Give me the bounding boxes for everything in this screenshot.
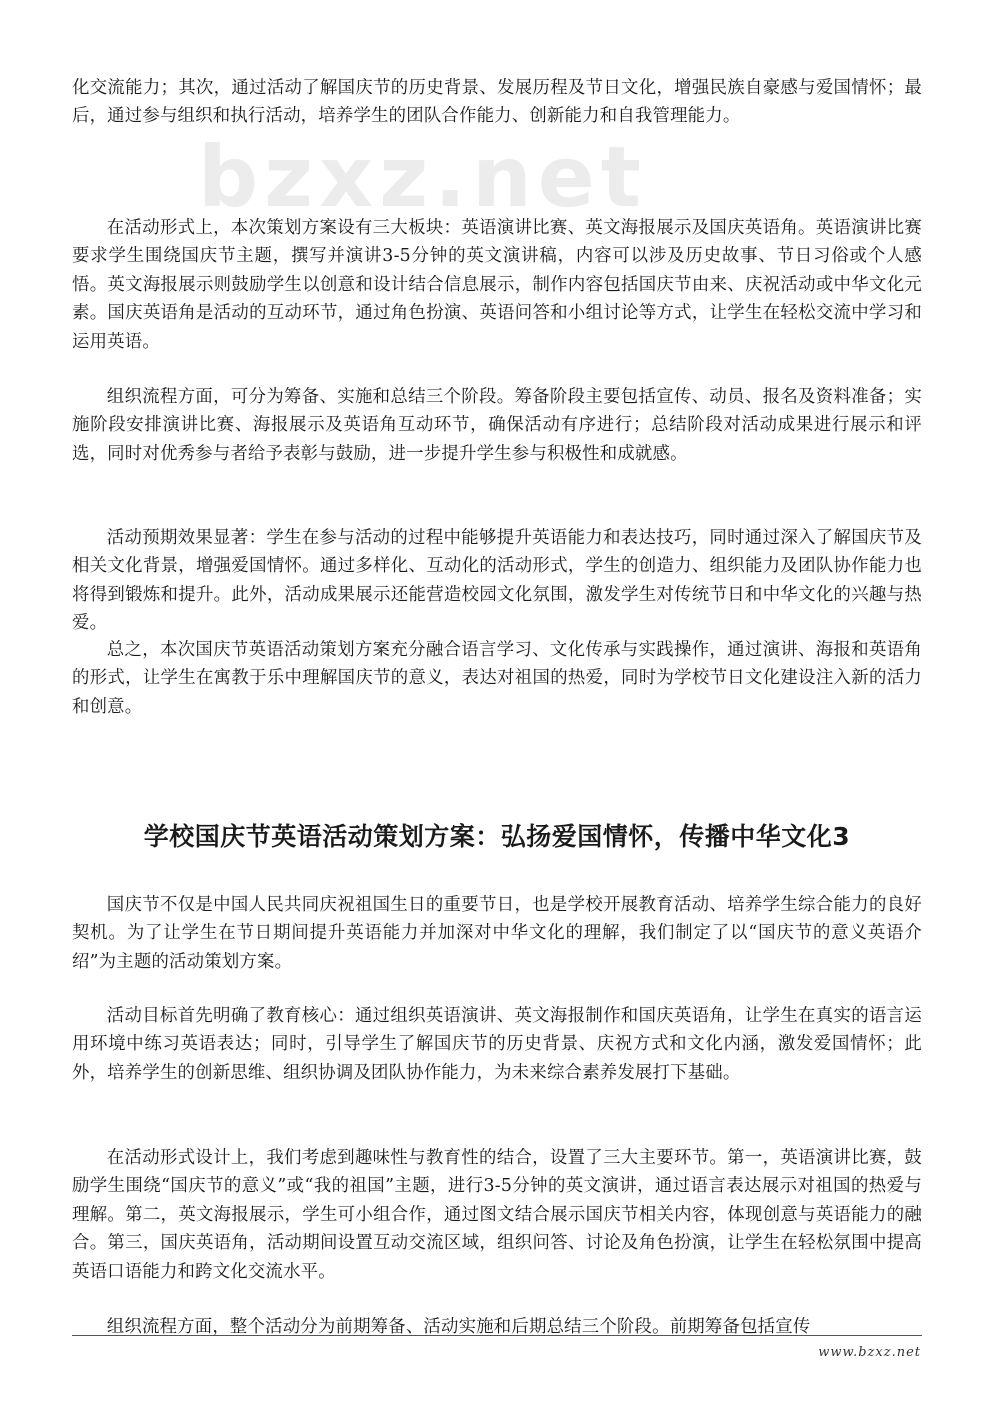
- section-title: 学校国庆节英语活动策划方案：弘扬爱国情怀，传播中华文化3: [143, 822, 851, 851]
- paragraph-conclusion: 总之，本次国庆节英语活动策划方案充分融合语言学习、文化传承与实践操作，通过演讲、海报和英语角的形式，让学生在寓教于乐中理解国庆节的意义，表达对祖国的热爱，同时为学校节日文化建设注入新的活力和创意。: [72, 640, 922, 717]
- paragraph-expected-effects: 活动预期效果显著：学生在参与活动的过程中能够提升英语能力和表达技巧，同时通过深入了解国庆节及相关文化背景，增强爱国情怀。通过多样化、互动化的活动形式，学生的创造力、组织能力及团队协作能力也将得到锻炼和提升。此外，活动成果展示还能营造校园文化氛围，激发学生对传统节日和中华文化的兴趣与热爱。: [72, 528, 922, 634]
- paragraph-introduction: 国庆节不仅是中国人民共同庆祝祖国生日的重要节日，也是学校开展教育活动、培养学生综合能力的良好契机。为了让学生在节日期间提升英语能力并加深对中华文化的理解，我们制定了以“国庆节的意义英语介绍”为主题的活动策划方案。: [72, 895, 922, 972]
- paragraph-activity-format: 在活动形式上，本次策划方案设有三大板块：英语演讲比赛、英文海报展示及国庆英语角。英语演讲比赛要求学生围绕国庆节主题，撰写并演讲3-5分钟的英文演讲稿，内容可以涉及历史故事、节日习俗或个人感悟。英文海报展示则鼓励学生以创意和设计结合信息展示，制作内容包括国庆节由来、庆祝活动或中华文化元素。国庆英语角是活动的互动环节，通过角色扮演、英语问答和小组讨论等方式，让学生在轻松交流中学习和运用英语。: [72, 218, 922, 352]
- watermark: bzxz.net: [198, 128, 647, 226]
- paragraph-activity-goals: 活动目标首先明确了教育核心：通过组织英语演讲、英文海报制作和国庆英语角，让学生在真实的语言运用环境中练习英语表达；同时，引导学生了解国庆节的历史背景、庆祝方式和文化内涵，激发爱国情怀；此外，培养学生的创新思维、组织协调及团队协作能力，为未来综合素养发展打下基础。: [72, 1006, 922, 1083]
- paragraph-organization-flow: 组织流程方面，整个活动分为前期筹备、活动实施和后期总结三个阶段。前期筹备包括宣传: [106, 1317, 811, 1337]
- footer-url: www.bzxz.net: [818, 1345, 921, 1360]
- paragraph-organization-process: 组织流程方面，可分为筹备、实施和总结三个阶段。筹备阶段主要包括宣传、动员、报名及资料准备；实施阶段安排演讲比赛、海报展示及英语角互动环节，确保活动有序进行；总结阶段对活动成果进行展示和评选，同时对优秀参与者给予表彰与鼓励，进一步提升学生参与积极性和成就感。: [72, 387, 922, 464]
- paragraph-continued: 化交流能力；其次，通过活动了解国庆节的历史背景、发展历程及节日文化，增强民族自豪感与爱国情怀；最后，通过参与组织和执行活动，培养学生的团队合作能力、创新能力和自我管理能力。: [72, 78, 922, 127]
- paragraph-activity-design: 在活动形式设计上，我们考虑到趣味性与教育性的结合，设置了三大主要环节。第一，英语演讲比赛，鼓励学生围绕“国庆节的意义”或“我的祖国”主题，进行3-5分钟的英文演讲，通过语言表达展示对祖国的热爱与理解。第二，英文海报展示，学生可小组合作，通过图文结合展示国庆节相关内容，体现创意与英语能力的融合。第三，国庆英语角，活动期间设置互动交流区域，组织问答、讨论及角色扮演，让学生在轻松氛围中提高英语口语能力和跨文化交流水平。: [72, 1148, 922, 1282]
